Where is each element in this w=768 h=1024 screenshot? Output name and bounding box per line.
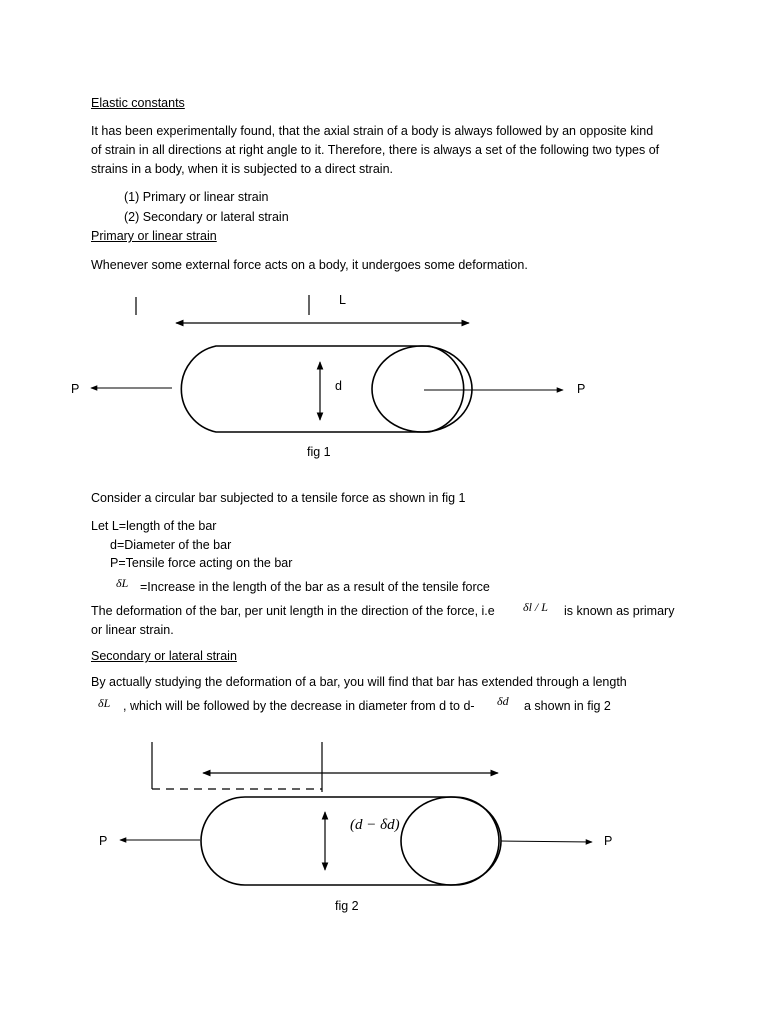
secondary-paragraph: By actually studying the deformation of a bar, you will find that bar has extended through a length <box>91 675 627 689</box>
definition-increase: =Increase in the length of the bar as a result of the tensile force <box>140 580 490 594</box>
diameter-label: (d − δd) <box>350 817 400 833</box>
deformation-line-1: The deformation of the bar, per unit length in the direction of the force, i.e <box>91 604 495 618</box>
list-item: (1) Primary or linear strain <box>124 190 269 204</box>
definition-diameter: d=Diameter of the bar <box>110 538 232 552</box>
definition-force: P=Tensile force acting on the bar <box>110 556 293 570</box>
page-title: Elastic constants <box>91 96 185 110</box>
length-label: L <box>339 293 346 307</box>
figure-caption: fig 1 <box>307 445 331 459</box>
section-heading-secondary: Secondary or lateral strain <box>91 649 237 663</box>
delta-l-symbol: δL <box>98 696 111 710</box>
intro-line-3: strains in a body, when it is subjected to a direct strain. <box>91 162 394 176</box>
bar-end-circle <box>401 797 501 885</box>
force-label-right: P <box>604 834 613 848</box>
force-label-right: P <box>577 382 586 396</box>
bar-body <box>201 797 499 885</box>
consider-paragraph: Consider a circular bar subjected to a tensile force as shown in fig 1 <box>91 491 466 505</box>
diameter-label: d <box>335 379 342 393</box>
deformation-line-1-end: is known as primary <box>564 604 675 618</box>
force-label-left: P <box>99 834 108 848</box>
figure-caption: fig 2 <box>335 899 359 913</box>
deformation-line-2: or linear strain. <box>91 623 174 637</box>
strain-symbol: δl / L <box>523 600 548 614</box>
primary-paragraph: Whenever some external force acts on a body, it undergoes some deformation. <box>91 258 528 272</box>
section-heading-primary: Primary or linear strain <box>91 229 217 243</box>
intro-line-2: of strain in all directions at right angle to it. Therefore, there is always a set of the following two types of <box>91 143 660 157</box>
force-label-left: P <box>71 382 80 396</box>
list-item: (2) Secondary or lateral strain <box>124 210 289 224</box>
definition-length: Let L=length of the bar <box>91 519 217 533</box>
secondary-paragraph-3: a shown in fig 2 <box>524 699 611 713</box>
intro-line-1: It has been experimentally found, that the axial strain of a body is always followed by an opposite kind <box>91 124 654 138</box>
secondary-paragraph-2: , which will be followed by the decrease in diameter from d to d- <box>123 699 475 713</box>
delta-d-symbol: δd <box>497 694 509 708</box>
delta-l-symbol: δL <box>116 576 129 590</box>
force-arrow-right <box>501 841 592 842</box>
